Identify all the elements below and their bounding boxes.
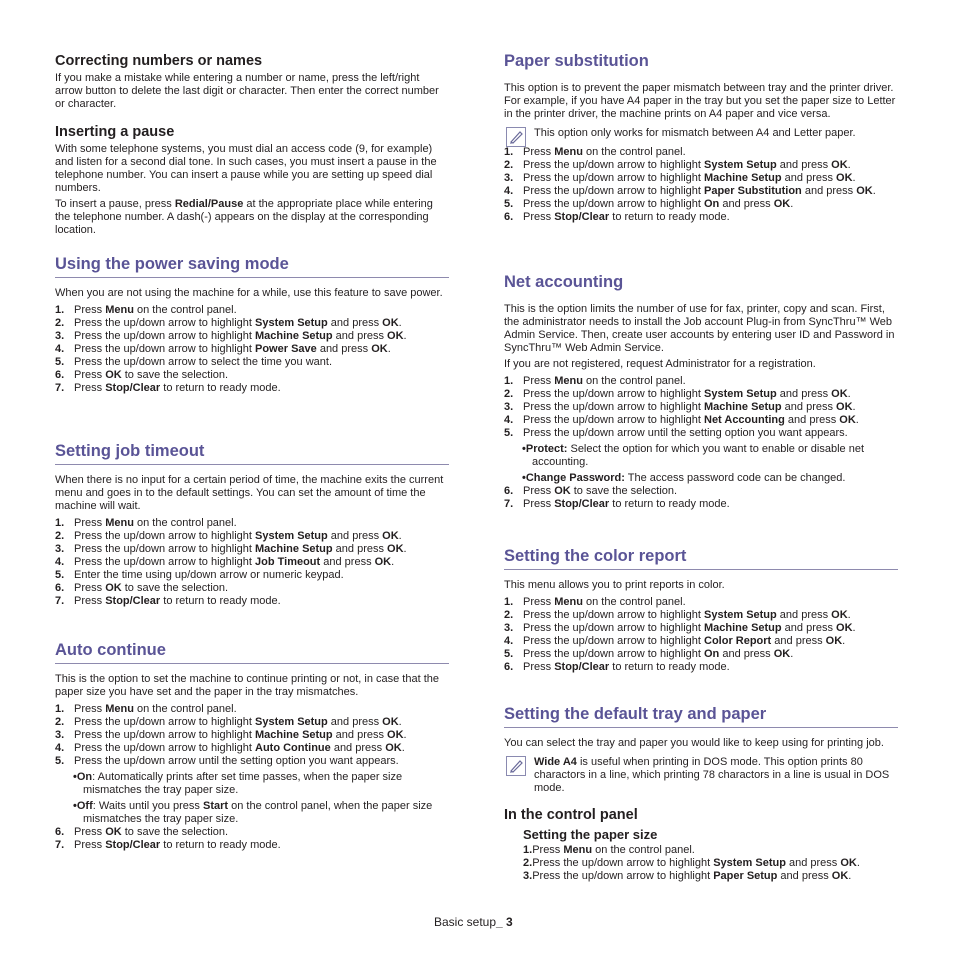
step-number: 4. (504, 635, 514, 647)
step-number: 3. (55, 729, 65, 741)
step-item: 7. Press Stop/Clear to return to ready mode. (55, 595, 281, 607)
step-item: 6. Press Stop/Clear to return to ready mode. (504, 211, 730, 223)
net-intro-2: If you are not registered, request Administrator for a registration. (504, 358, 816, 370)
step-number: 6. (504, 211, 514, 223)
step-number: 1. (504, 375, 514, 387)
step-number: 5. (55, 755, 65, 767)
correcting-heading: Correcting numbers or names (55, 53, 263, 69)
timeout-steps (55, 517, 449, 608)
net-section (504, 273, 898, 511)
autocont-off-option: •Off: Waits until you press Start on the control panel, when the paper size mismatches the tray paper size. (73, 800, 433, 825)
correcting-text: If you make a mistake while entering a number or name, press the left/right arrow button to delete the last digit or character. Then enter the correct number or character. (55, 72, 439, 110)
note-icon (506, 756, 526, 776)
timeout-intro: When there is no input for a certain period of time, the machine exits the current menu and goes in to the default settings. You can set the amount of time the machine will wait. (55, 474, 444, 512)
step-number: 7. (55, 382, 65, 394)
tray-note (504, 756, 898, 795)
step-number: 4. (504, 414, 514, 426)
step-item: 5. Press the up/down arrow until the setting option you want appears. (504, 427, 848, 439)
step-number: 3. (504, 622, 514, 634)
paper-sub-note (504, 127, 898, 140)
tray-section (504, 705, 898, 883)
step-item: 7. Press Stop/Clear to return to ready mode. (55, 839, 281, 851)
step-item: 6. Press OK to save the selection. (55, 369, 229, 381)
pause-text-2: To insert a pause, press Redial/Pause at the appropriate place while entering the telephone number. A dash(-) appears on the display at the corresponding location. (55, 198, 433, 236)
tray-intro: You can select the tray and paper you would like to keep using for printing job. (504, 737, 884, 749)
paper-size-steps (523, 844, 898, 883)
timeout-heading: Setting job timeout (55, 442, 449, 465)
step-item: 4. Press the up/down arrow to highlight Net Accounting and press OK. (504, 414, 859, 426)
step-number: 6. (55, 826, 65, 838)
step-number: 4. (504, 185, 514, 197)
autocont-intro: This is the option to set the machine to continue printing or not, in case that the paper size you have set and the paper in the tray mismatches. (55, 673, 440, 698)
step-number: 3. (55, 330, 65, 342)
step-item: 2. Press the up/down arrow to highlight System Setup and press OK. (55, 530, 402, 542)
step-number: 4. (55, 742, 65, 754)
step-number: 1. (55, 517, 65, 529)
step-item: 1. Press Menu on the control panel. (504, 375, 686, 387)
step-number: 2. (55, 317, 65, 329)
step-number: 2. (504, 609, 514, 621)
step-item: 1. Press Menu on the control panel. (504, 146, 686, 158)
step-number: 5. (504, 648, 514, 660)
step-item: 4. Press the up/down arrow to highlight Job Timeout and press OK. (55, 556, 395, 568)
step-number: 6. (504, 661, 514, 673)
step-item: 3. Press the up/down arrow to highlight Machine Setup and press OK. (504, 401, 856, 413)
paper-sub-note-text: This option only works for mismatch between A4 and Letter paper. (534, 127, 856, 139)
step-number: 4. (55, 343, 65, 355)
step-item: 6. Press Stop/Clear to return to ready mode. (504, 661, 730, 673)
control-panel-heading: In the control panel (504, 807, 638, 823)
net-steps-end (504, 485, 898, 511)
step-item: 1. Press Menu on the control panel. (55, 517, 237, 529)
step-number: 7. (504, 498, 514, 510)
paper-sub-section (504, 52, 898, 224)
step-number: 5. (55, 356, 65, 368)
color-heading: Setting the color report (504, 547, 898, 570)
power-steps (55, 304, 449, 395)
step-item: 3. Press the up/down arrow to highlight Machine Setup and press OK. (504, 622, 856, 634)
step-number: 3. (55, 543, 65, 555)
step-item: 2. Press the up/down arrow to highlight System Setup and press OK. (504, 609, 851, 621)
step-item: 2.Press the up/down arrow to highlight System Setup and press OK. (523, 857, 860, 869)
step-item: 7. Press Stop/Clear to return to ready mode. (55, 382, 281, 394)
step-item: 5. Press the up/down arrow to select the time you want. (55, 356, 333, 368)
autocont-heading: Auto continue (55, 641, 449, 664)
step-number: 6. (55, 582, 65, 594)
color-intro: This menu allows you to print reports in color. (504, 579, 725, 591)
pause-heading: Inserting a pause (55, 124, 175, 140)
paper-sub-steps (504, 146, 898, 224)
step-item: 7. Press Stop/Clear to return to ready mode. (504, 498, 730, 510)
paper-sub-intro: This option is to prevent the paper mismatch between tray and the printer driver. For example, if you have A4 paper in the tray but you set the paper size to Letter in the printer driver, the machine prints on A4 paper and vice versa. (504, 82, 896, 120)
step-number: 2. (504, 159, 514, 171)
step-number: 1. (55, 703, 65, 715)
step-number: 1. (523, 844, 533, 856)
step-number: 6. (504, 485, 514, 497)
power-heading: Using the power saving mode (55, 255, 449, 278)
step-item: 1.Press Menu on the control panel. (523, 844, 695, 856)
paper-sub-heading: Paper substitution (504, 52, 649, 70)
step-item: 5. Press the up/down arrow to highlight On and press OK. (504, 648, 794, 660)
pause-section (55, 124, 449, 237)
net-steps (504, 375, 898, 440)
step-item: 5. Press the up/down arrow to highlight On and press OK. (504, 198, 794, 210)
step-item: 3. Press the up/down arrow to highlight Machine Setup and press OK. (55, 543, 407, 555)
step-item: 4. Press the up/down arrow to highlight Color Report and press OK. (504, 635, 846, 647)
net-change-password-option: •Change Password: The access password code can be changed. (522, 472, 846, 484)
power-intro: When you are not using the machine for a while, use this feature to save power. (55, 287, 443, 299)
net-intro: This is the option limits the number of use for fax, printer, copy and scan. First, the administrator needs to install the Job account Plug-in from SyncThru™ Web Admin Service. Then, create user accounts by entering user ID and Password in SyncThru™ Web Admin Service. (504, 303, 895, 354)
paper-size-heading: Setting the paper size (523, 827, 658, 842)
step-item: 4. Press the up/down arrow to highlight Auto Continue and press OK. (55, 742, 405, 754)
step-item: 4. Press the up/down arrow to highlight Paper Substitution and press OK. (504, 185, 876, 197)
step-number: 5. (55, 569, 65, 581)
step-item: 2. Press the up/down arrow to highlight System Setup and press OK. (504, 159, 851, 171)
step-item: 3. Press the up/down arrow to highlight Machine Setup and press OK. (55, 729, 407, 741)
step-item: 1. Press Menu on the control panel. (55, 304, 237, 316)
power-section (55, 255, 449, 395)
pause-text-1: With some telephone systems, you must dial an access code (9, for example) and listen for a second dial tone. In such cases, you must insert a pause in the telephone number. You can insert a pause while you are setting up speed dial numbers. (55, 143, 437, 194)
note-icon (506, 127, 526, 147)
color-section (504, 547, 898, 674)
step-number: 7. (55, 839, 65, 851)
step-item: 4. Press the up/down arrow to highlight Power Save and press OK. (55, 343, 391, 355)
correcting-section (55, 53, 449, 111)
autocont-steps (55, 703, 449, 768)
step-number: 5. (504, 427, 514, 439)
step-number: 3. (504, 401, 514, 413)
step-number: 2. (55, 716, 65, 728)
step-item: 6. Press OK to save the selection. (504, 485, 678, 497)
step-item: 3. Press the up/down arrow to highlight Machine Setup and press OK. (504, 172, 856, 184)
footer-label: Basic setup (434, 915, 497, 929)
step-item: 1. Press Menu on the control panel. (504, 596, 686, 608)
step-item: 6. Press OK to save the selection. (55, 582, 229, 594)
step-item: 5. Enter the time using up/down arrow or numeric keypad. (55, 569, 344, 581)
step-number: 2. (523, 857, 533, 869)
tray-note-text: Wide A4 is useful when printing in DOS mode. This option prints 80 charactors in a line, which printing 78 charactors in a line is usual in DOS mode. (534, 756, 890, 794)
step-number: 3. (523, 870, 533, 882)
autocont-on-option: •On: Automatically prints after set time passes, when the paper size mismatches the tray paper size. (73, 771, 403, 796)
step-item: 6. Press OK to save the selection. (55, 826, 229, 838)
autocont-section (55, 641, 449, 852)
step-number: 6. (55, 369, 65, 381)
timeout-section (55, 442, 449, 608)
tray-heading: Setting the default tray and paper (504, 705, 898, 728)
step-number: 5. (504, 198, 514, 210)
step-item: 3. Press the up/down arrow to highlight Machine Setup and press OK. (55, 330, 407, 342)
net-protect-option: •Protect: Select the option for which you want to enable or disable net accounting. (522, 443, 864, 468)
color-steps (504, 596, 898, 674)
step-item: 2. Press the up/down arrow to highlight System Setup and press OK. (504, 388, 851, 400)
step-number: 7. (55, 595, 65, 607)
step-number: 1. (504, 596, 514, 608)
step-item: 1. Press Menu on the control panel. (55, 703, 237, 715)
step-number: 2. (55, 530, 65, 542)
footer-page-number: _ 3 (496, 915, 513, 929)
step-item: 2. Press the up/down arrow to highlight System Setup and press OK. (55, 716, 402, 728)
step-item: 5. Press the up/down arrow until the setting option you want appears. (55, 755, 399, 767)
step-item: 3.Press the up/down arrow to highlight Paper Setup and press OK. (523, 870, 852, 882)
page-footer (434, 915, 513, 929)
net-heading: Net accounting (504, 273, 624, 291)
step-item: 2. Press the up/down arrow to highlight System Setup and press OK. (55, 317, 402, 329)
step-number: 4. (55, 556, 65, 568)
autocont-steps-end (55, 826, 449, 852)
step-number: 2. (504, 388, 514, 400)
step-number: 1. (504, 146, 514, 158)
step-number: 1. (55, 304, 65, 316)
step-number: 3. (504, 172, 514, 184)
